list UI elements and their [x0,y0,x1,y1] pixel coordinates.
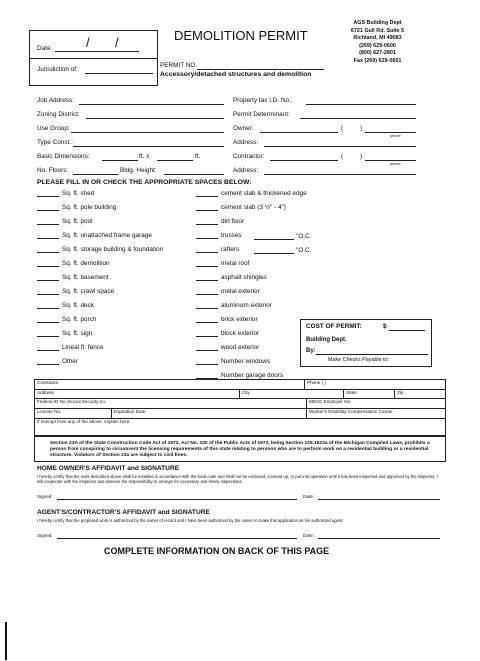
job-address-label: Job Address: [37,97,74,104]
table-col-city [239,389,240,398]
item-left-sq-ft-porch [37,317,96,323]
agent-text: I hereby certify that the proposed work is authorized by the owner of record and I have been authorized by the owner to make this application as his authorized agent. [37,518,344,523]
basic-dimensions-label: Basic Dimensions: [37,153,90,160]
job-address-field[interactable] [79,97,224,105]
item-left-label: Sq. ft. basement [62,274,109,281]
table-address: Address [37,390,54,395]
table-rule-1 [34,389,446,390]
contractor-name-field[interactable] [270,153,338,161]
item-mid-entry-field[interactable] [196,359,218,365]
item-left-entry-field[interactable] [37,359,59,365]
homeowner-signature-field[interactable] [57,494,297,500]
item-left-label: Sq. ft. storage building & foundation [62,246,164,253]
contractor-phone-close: ) [360,153,363,160]
item-mid-aluminum-exterior [196,303,272,309]
item-mid-metal-roof [196,261,249,267]
bldg-height-label: Bldg. Height: [120,167,157,174]
homeowner-title: HOME OWNER'S AFFIDAVIT and SIGNATURE [37,465,180,472]
item-left-sq-ft-shed [37,191,94,197]
item-mid-entry-field[interactable] [196,303,218,309]
zoning-district-label: Zoning District: [37,111,80,118]
permit-subtitle: Accessory/detached structures and demolition [160,71,312,78]
contractor-phone-caption: phone [390,162,401,166]
permit-no-label: PERMIT NO. [160,62,198,69]
item-left-entry-field[interactable] [37,261,59,267]
no-floors-label: No. Floors: [37,167,69,174]
item-mid-entry-field[interactable] [196,275,218,281]
table-col-mesc [306,398,307,408]
table-state: State [346,390,357,395]
item-left-entry-field[interactable] [37,219,59,225]
by-field[interactable] [316,347,428,355]
item-mid-label: asphalt shingles [221,274,267,281]
item-left-other [37,359,78,365]
ft-x-label: ft. x [139,153,150,160]
agent-signature-field[interactable] [57,533,297,539]
owner-address-label: Address: [233,139,259,146]
item-mid-entry-field[interactable] [196,247,218,253]
item-mid-label: metal exterior [221,288,260,295]
agency-phone-2: (800) 627-2801 [359,50,396,57]
item-left-label: Sq. ft. pool [62,218,93,225]
item-left-sq-ft-crawl-space [37,289,114,295]
cost-field[interactable] [389,323,425,331]
zoning-district-field[interactable] [86,111,224,119]
item-left-entry-field[interactable] [37,247,59,253]
owner-phone-field[interactable] [365,125,416,133]
item-mid-label: rafters [221,246,240,253]
item-left-label: Sq. ft. unattached frame garage [62,232,152,239]
contractor-address-label: Address: [233,167,259,174]
item-mid-metal-exterior [196,289,260,295]
trusses-oc-field[interactable] [254,232,294,240]
item-mid-entry-field[interactable] [196,331,218,337]
agency-phone-1: (269) 629-0600 [359,42,396,49]
item-left-entry-field[interactable] [37,191,59,197]
item-left-entry-field[interactable] [37,233,59,239]
item-mid-rafters [196,247,239,253]
item-mid-entry-field[interactable] [196,205,218,211]
contractor-phone-field[interactable] [365,153,416,161]
item-mid-asphalt-shingles [196,275,267,281]
table-contractor: Contractor [37,380,59,385]
use-group-field[interactable] [71,125,224,133]
contractor-address-field[interactable] [264,167,416,175]
payable-label: Make Checks Payable to: [328,357,390,363]
contractor-label: Contractor: [233,153,265,160]
item-mid-label: aluminum exterior [221,302,272,309]
table-col-phone [304,379,305,389]
item-left-label: Sq. ft. porch [62,316,97,323]
permit-determinant-field[interactable] [300,111,416,119]
type-const-label: Type Const.: [37,139,73,146]
cost-dollar-sign: $ [383,323,387,330]
jurisdiction-field[interactable] [85,66,153,74]
table-federal-id: Federal ID No./Social Security no. [37,399,107,404]
homeowner-signed-label: Signed: [37,494,53,499]
item-mid-trusses [196,233,242,239]
item-mid-block-exterior [196,331,259,337]
item-mid-label: brick exterior [221,316,258,323]
owner-label: Owner: [233,125,254,132]
item-left-label: Lineal ft. fence [62,344,104,351]
bldg-height-field[interactable] [164,167,224,175]
table-col-workers [306,408,307,418]
item-mid-label: cement slab & thickened edge [221,190,307,197]
use-group-label: Use Group: [37,125,70,132]
item-left-entry-field[interactable] [37,331,59,337]
dimension-1-field[interactable] [102,153,138,161]
item-mid-label: Number windows [221,358,271,365]
rafters-oc-label: "O.C. [296,247,312,254]
date-box-divider [29,58,158,59]
item-left-entry-field[interactable] [37,317,59,323]
owner-phone-close: ) [360,125,363,132]
owner-address-field[interactable] [264,139,416,147]
item-left-sq-ft-deck [37,303,94,309]
agent-date-label: Date: [303,533,314,538]
date-slash-1: / [86,35,90,50]
item-mid-entry-field[interactable] [196,219,218,225]
agent-title: AGENT'S/CONTRACTOR'S AFFIDAVIT and SIGNATURE [37,509,210,516]
item-mid-label: cement slab (3 ½" - 4") [221,204,286,211]
item-left-entry-field[interactable] [37,275,59,281]
table-zip: Zip [397,390,404,395]
table-phone: Phone ( ) [307,380,326,385]
owner-phone-open: ( [341,125,344,132]
no-floors-field[interactable] [73,167,118,175]
property-tax-field[interactable] [306,97,416,105]
homeowner-date-label: Date: [303,494,314,499]
table-mesc: MESC Employer No. [309,399,352,404]
agency-block [330,20,425,66]
rafters-oc-field[interactable] [254,246,294,254]
item-left-sq-ft-pole-building [37,205,116,211]
table-city: City [242,390,250,395]
date-slash-2: / [115,35,119,50]
table-workers-comp: Worker's Disability Compensation Carrier [309,409,393,414]
owner-name-field[interactable] [260,125,338,133]
item-mid-entry-field[interactable] [196,345,218,351]
item-mid-label: trusses [221,232,242,239]
agency-fax: Fax (269) 629-0601 [353,57,402,64]
item-left-sq-ft-pool [37,219,93,225]
permit-no-field[interactable] [197,62,324,70]
item-mid-cement-slab-3-4 [196,205,286,211]
table-license: License No. [37,409,62,414]
item-mid-entry-field[interactable] [196,289,218,295]
date-label: Date [37,45,51,52]
agency-address: 6721 Gull Rd. Suite 5 [350,27,405,34]
item-mid-label: block exterior [221,330,260,337]
item-left-entry-field[interactable] [37,205,59,211]
property-tax-label: Property tax I.D. No.: [233,97,293,104]
agency-city: Richland, MI 49083 [353,35,402,42]
item-mid-entry-field[interactable] [196,233,218,239]
item-mid-wood-exterior [196,345,259,351]
agent-date-field[interactable] [318,533,440,539]
table-col-expiration [111,408,112,418]
margin-mark [5,622,7,660]
item-mid-label: Number garage doors [221,372,284,379]
legal-notice-text: Section 23A of the State Construction Code Act of 1972, Act No. 230 of the Public Acts of 1972, being Section 125.1523a of the Michigan Compiled Laws, prohibits a person from conspiring to circumvent the licensing requirements of this state relating to persons who are to perform work on a residential building or a residential structure. Violators of Section 23a are subject to civil fines. [50,441,430,458]
item-left-sq-ft-storage-building-foundation [37,247,163,253]
homeowner-date-field[interactable] [318,494,440,500]
ft-label: ft. [195,153,201,160]
item-left-sq-ft-unattached-frame-garage [37,233,152,239]
item-mid-entry-field[interactable] [196,191,218,197]
item-mid-label: wood exterior [221,344,260,351]
type-const-field[interactable] [73,139,224,147]
date-field[interactable] [55,44,139,52]
item-left-label: Sq. ft. shed [62,190,95,197]
agency-name: AGS Building Dept [353,20,402,26]
item-left-label: Sq. ft. demolition [62,260,110,267]
item-left-entry-field[interactable] [37,303,59,309]
item-mid-cement-slab-thickened-edge [196,191,307,197]
item-mid-label: dirt floor [221,218,245,225]
item-left-label: Sq. ft. sign [62,330,93,337]
item-left-sq-ft-demolition [37,261,110,267]
cost-of-permit-label: COST OF PERMIT: [306,323,362,330]
footer-notice: COMPLETE INFORMATION ON BACK OF THIS PAGE [104,546,330,556]
item-mid-label: metal roof [221,260,250,267]
item-left-sq-ft-basement [37,275,109,281]
dimension-2-field[interactable] [157,153,193,161]
building-dept-label: Building Dept. [306,337,347,343]
item-left-entry-field[interactable] [37,289,59,295]
item-left-sq-ft-sign [37,331,92,337]
item-mid-entry-field[interactable] [196,317,218,323]
item-left-label: Sq. ft. pole building [62,204,117,211]
item-mid-entry-field[interactable] [196,261,218,267]
item-left-label: Sq. ft. deck [62,302,94,309]
table-expiration: Expiration Date [114,409,146,414]
page-title: DEMOLITION PERMIT [174,28,308,43]
owner-phone-caption: phone [390,134,401,138]
table-col-zip [394,389,395,398]
item-left-entry-field[interactable] [37,345,59,351]
item-left-label: Sq. ft. crawl space [62,288,115,295]
item-mid-number-windows [196,359,270,365]
homeowner-text: I hereby certify that the work described above shall be installed in accordance with the local code and shall not be enclosed, covered up, or put into operation until it has been inspected and approved by the inspector. I will cooperate with the inspector and assume the responsibility to arrange for necessary and timely inspections. [37,474,439,485]
permit-determinant-label: Permit Determinant: [233,111,290,118]
contractor-phone-open: ( [341,153,344,160]
instruction-heading: PLEASE FILL IN OR CHECK THE APPROPRIATE SPACES BELOW: [37,179,252,186]
item-left-label: Other [62,358,78,365]
item-left-lineal-ft-fence [37,345,104,351]
agent-signed-label: Signed: [37,533,53,538]
trusses-oc-label: "O.C. [296,233,312,240]
item-mid-dirt-floor [196,219,244,225]
table-col-state [343,389,344,398]
by-label: By: [306,348,316,354]
table-exempt: If exempt from any of the above, explain here: [37,419,131,424]
item-mid-brick-exterior [196,317,258,323]
jurisdiction-label: Jurisdiction of: [37,66,78,73]
